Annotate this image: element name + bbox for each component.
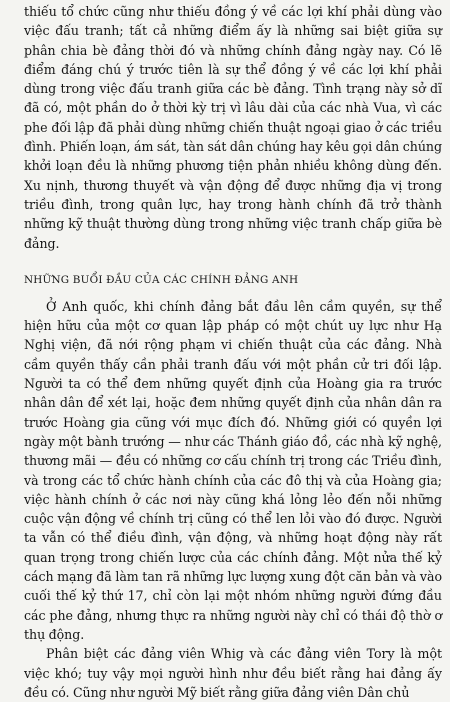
paragraph-england-parties: Ở Anh quốc, khi chính đảng bắt đầu lên cầm quyền, sự thể hiện hữu của một cơ quan lập pháp có một chút uy lực như Hạ Nghị viện, đã nới rộng phạm vi chiến thuật của các đảng. Nhà cầm quyền thấy cần phải tranh đấu với một phần cử tri đối lập. Người ta có thể đem những quyết định của Hoàng gia ra trước nhân dân để xét lại, hoặc đem những quyết định của nhân dân ra trước Hoàng gia cũng với mục đích đó. Những giới có quyền lợi ngày một bành trướng — như các Thánh giáo đồ, các nhà kỹ nghệ, thương mãi — đều có những cơ cấu chính trị trong các Triều đình, và trong các tổ chức hành chính của các đô thị và của Hoàng gia; việc hành chính ở các nơi này cũng khá lỏng lẻo đến nỗi những cuộc vận động về chính trị cũng có thể len lỏi vào đó được. Người ta vẫn có thể điều đình, vận động, và những hoạt động này rất quan trọng trong chiến lược của các chính đảng. Một nửa thế kỷ cách mạng đã làm tan rã những lực lượng xung đột căn bản và vào cuối thế kỷ thứ 17, chỉ còn lại một nhóm những người đứng đầu các phe đảng, nhưng thực ra những người này chỉ có thái độ thờ ơ thụ động. [24, 298, 442, 642]
paragraph-whig-tory: Phân biệt các đảng viên Whig và các đảng viên Tory là một việc khó; tuy vậy mọi người hình như đều biết rằng hai đảng ấy đều có. Cũng như người Mỹ biết rằng giữa đảng viên Dân chủ [24, 646, 442, 700]
section-heading: NHỮNG BUỔI ĐẦU CỦA CÁC CHÍNH ĐẢNG ANH [24, 273, 299, 286]
paragraph-continued: thiếu tổ chức cũng như thiếu đồng ý về các lợi khí phải dùng vào việc đấu tranh; tất cả những điểm ấy là những sai biệt giữa sự phân chia bè đảng thời đó và những chính đảng ngày nay. Có lẽ điểm đáng chú ý trước tiên là sự thể đồng ý về các lợi khí phải dùng trong việc đấu tranh giữa các bè đảng. Tình trạng này sở dĩ đã có, một phần do ở thời kỳ trị vì lâu dài của các nhà Vua, vì các phe đối lập đã phải dùng những chiến thuật ngoại giao ở các triều đình. Phiến loạn, ám sát, tàn sát dân chúng hay kêu gọi dân chúng khởi loạn đều là những phương tiện phản nhiều không dùng đến. Xu nịnh, thương thuyết và vận động để được những địa vị trong triều đình, trong quân lực, hay trong hành chính đã trở thành những kỹ thuật thường dùng trong những việc tranh chấp giữa bè đảng. [24, 4, 442, 251]
